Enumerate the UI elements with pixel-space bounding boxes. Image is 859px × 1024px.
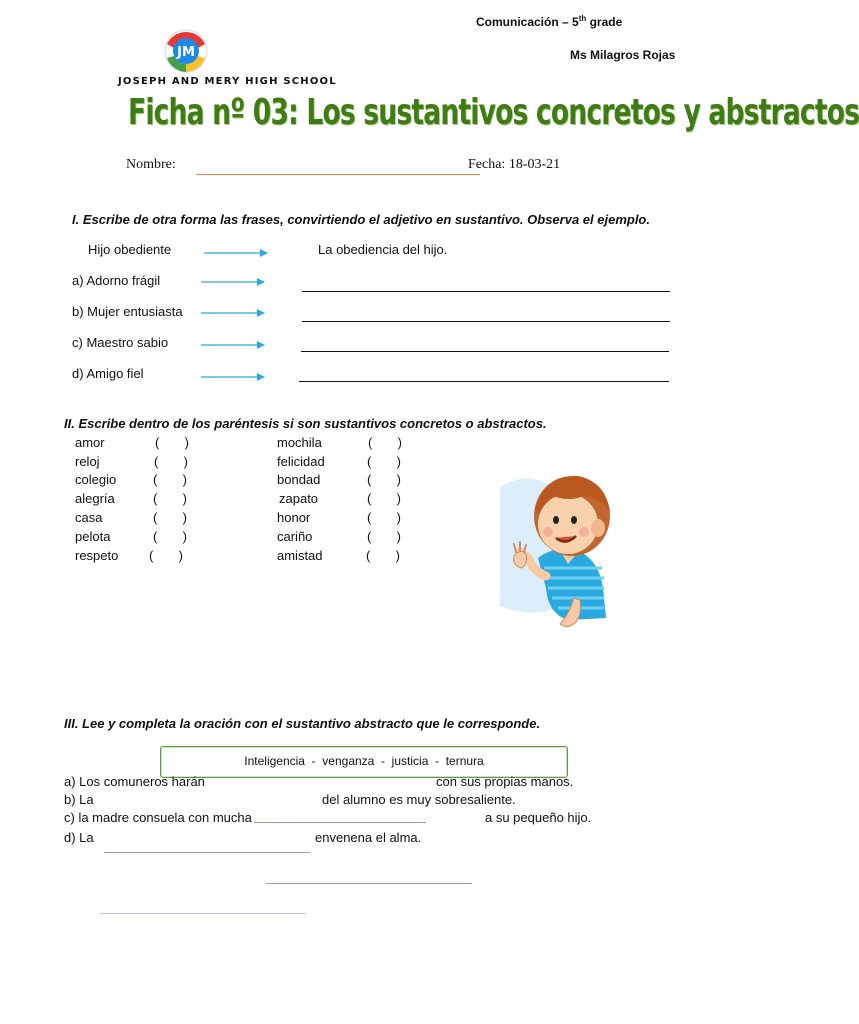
noun-left: casa: [75, 510, 103, 525]
noun-left: respeto: [75, 548, 119, 563]
blank-line-b[interactable]: [266, 883, 472, 884]
noun-left: amor: [75, 435, 105, 450]
answer-parentheses[interactable]: ( ): [368, 435, 402, 450]
item-d: d) Amigo fiel: [72, 366, 144, 381]
boy-illustration: [498, 448, 610, 630]
arrow-icon: [201, 277, 265, 287]
sentence-d-end: envenena el alma.: [315, 830, 422, 845]
noun-right: amistad: [277, 548, 323, 563]
sentence-d-start: d) La: [64, 830, 94, 845]
item-a: a) Adorno frágil: [72, 273, 161, 288]
subject-grade: Comunicación – 5th grade: [476, 14, 623, 29]
answer-parentheses[interactable]: ( ): [367, 529, 401, 544]
answer-parentheses[interactable]: ( ): [367, 472, 401, 487]
answer-parentheses[interactable]: ( ): [367, 454, 401, 469]
sentence-a-start: a) Los comuneros harán: [64, 774, 205, 789]
answer-parentheses[interactable]: ( ): [153, 491, 187, 506]
arrow-icon: [201, 340, 265, 350]
arrow-icon: [201, 372, 265, 382]
teacher-name: Ms Milagros Rojas: [570, 48, 676, 62]
noun-right: zapato: [279, 491, 319, 506]
school-name: JOSEPH AND MERY HIGH SCHOOL: [118, 76, 337, 87]
word-bank-text: Inteligencia - venganza - justicia - ternura: [244, 754, 484, 768]
school-logo: [155, 28, 217, 74]
blank-line-d[interactable]: [104, 852, 310, 853]
answer-line-c[interactable]: [301, 351, 669, 352]
sentence-a-end: con sus propias manos.: [436, 774, 574, 789]
noun-left: reloj: [75, 454, 100, 469]
answer-line-a[interactable]: [302, 291, 670, 292]
answer-parentheses[interactable]: ( ): [366, 548, 400, 563]
sentence-b-start: b) La: [64, 792, 94, 807]
answer-parentheses[interactable]: ( ): [154, 454, 188, 469]
section1-instruction: I. Escribe de otra forma las frases, convirtiendo el adjetivo en sustantivo. Observa el ejemplo.: [72, 212, 650, 227]
noun-left: pelota: [75, 529, 111, 544]
answer-parentheses[interactable]: ( ): [367, 510, 401, 525]
noun-left: alegría: [75, 491, 115, 506]
blank-line-a[interactable]: [100, 913, 306, 914]
blank-line-c[interactable]: [254, 822, 426, 823]
answer-parentheses[interactable]: ( ): [367, 491, 401, 506]
answer-parentheses[interactable]: ( ): [153, 529, 187, 544]
worksheet-title: Ficha nº 03: Los sustantivos concretos y abstractos: [128, 92, 859, 133]
arrow-icon: [204, 248, 268, 258]
section2-instruction: II. Escribe dentro de los paréntesis si son sustantivos concretos o abstractos.: [64, 416, 547, 431]
noun-right: cariño: [277, 529, 313, 544]
noun-right: felicidad: [277, 454, 325, 469]
sentence-c-end: a su pequeño hijo.: [485, 810, 592, 825]
example-answer: La obediencia del hijo.: [318, 242, 448, 257]
noun-right: mochila: [277, 435, 322, 450]
sentence-b-end: del alumno es muy sobresaliente.: [322, 792, 516, 807]
section3-instruction: III. Lee y completa la oración con el sustantivo abstracto que le corresponde.: [64, 716, 541, 731]
noun-right: bondad: [277, 472, 321, 487]
answer-parentheses[interactable]: ( ): [155, 435, 189, 450]
noun-left: colegio: [75, 472, 117, 487]
answer-line-d[interactable]: [299, 381, 669, 382]
example-phrase: Hijo obediente: [88, 242, 172, 257]
answer-parentheses[interactable]: ( ): [153, 510, 187, 525]
fecha-field: Fecha: 18-03-21: [468, 157, 561, 172]
noun-right: honor: [277, 510, 311, 525]
arrow-icon: [201, 308, 265, 318]
item-b: b) Mujer entusiasta: [72, 304, 183, 319]
logo-letters: JM: [177, 45, 195, 60]
nombre-field[interactable]: [196, 174, 480, 175]
answer-line-b[interactable]: [302, 321, 670, 322]
answer-parentheses[interactable]: ( ): [153, 472, 187, 487]
item-c: c) Maestro sabio: [72, 335, 169, 350]
nombre-label: Nombre:: [126, 157, 176, 172]
answer-parentheses[interactable]: ( ): [149, 548, 183, 563]
sentence-c-start: c) la madre consuela con mucha: [64, 810, 252, 825]
